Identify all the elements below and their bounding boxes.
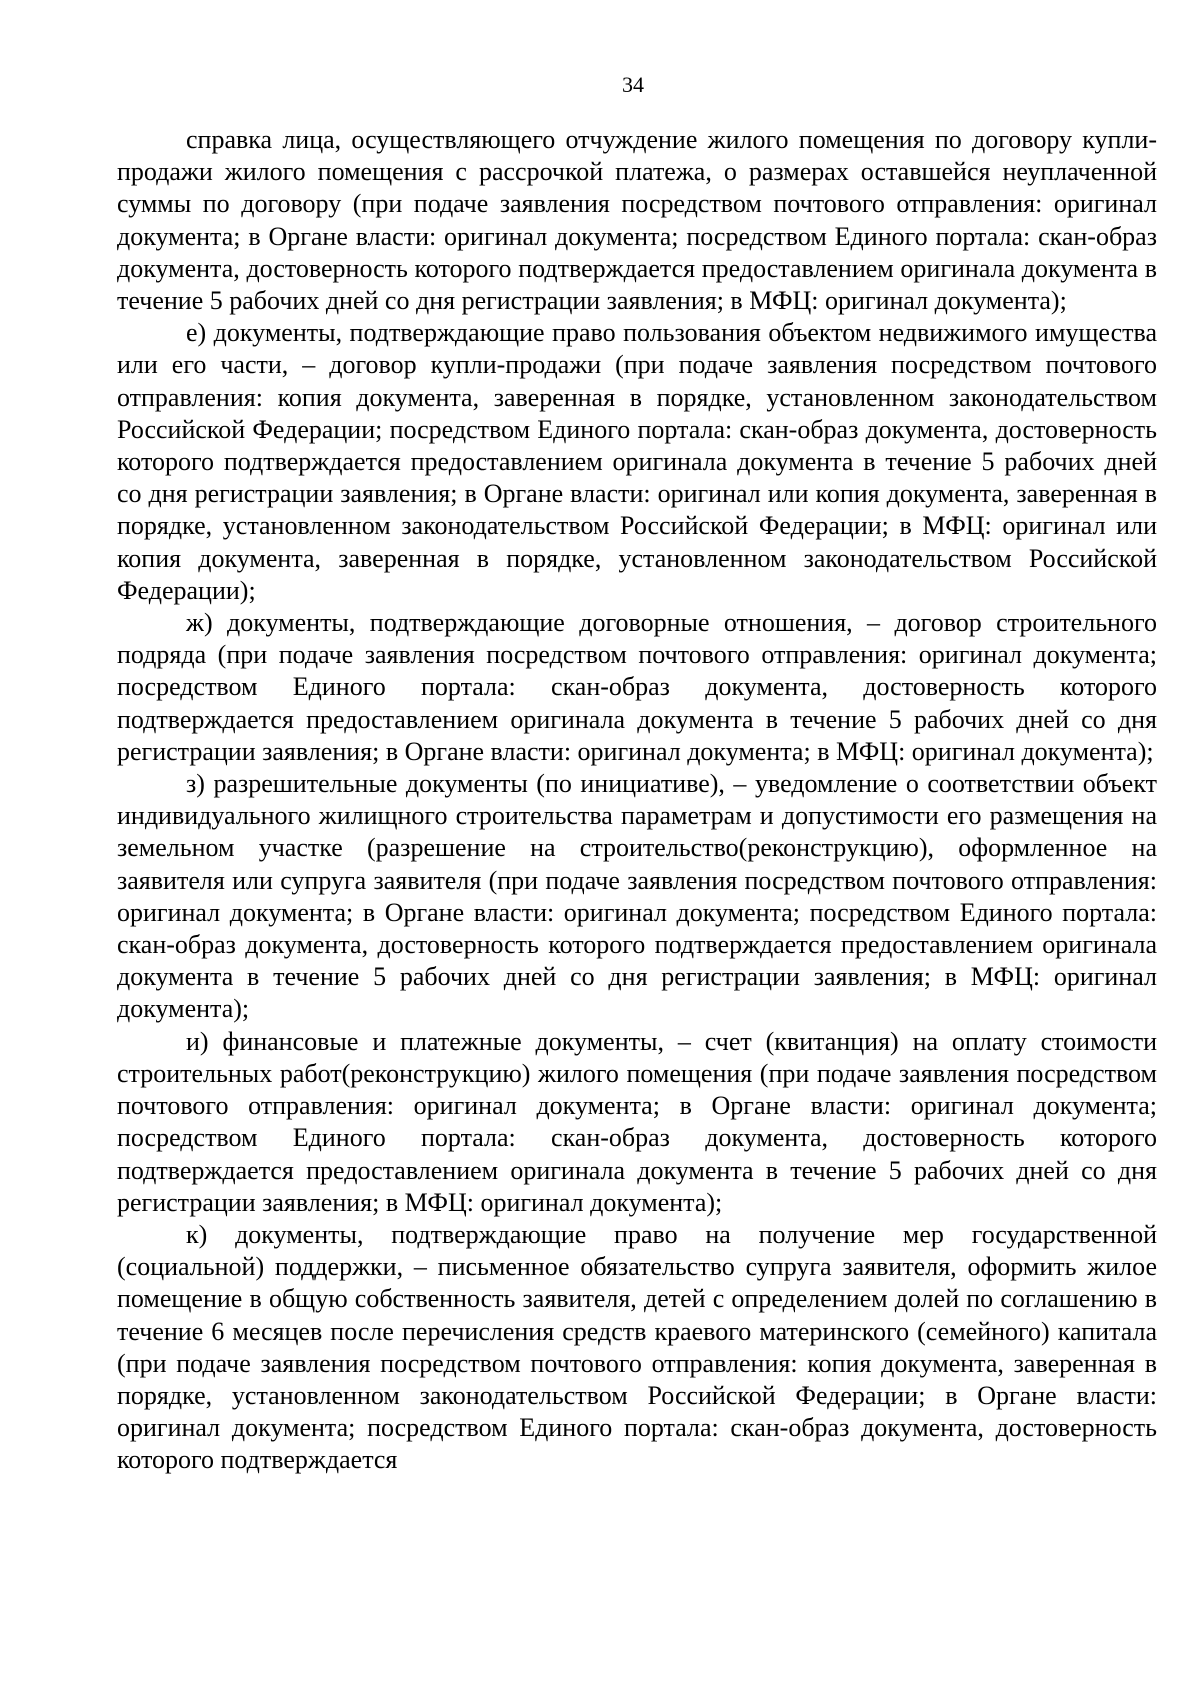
paragraph-z-permit-documents: з) разрешительные документы (по инициативе), – уведомление о соответствии объект индивидуального жилищного строительства параметрам и допустимости его размещения на земельном участке (разрешение на строительство(реконструкцию), оформленное на заявителя или супруга заявителя (при подаче заявления посредством почтового отправления: оригинал документа; в Органе власти: оригинал документа; посредством Единого портала: скан-образ документа, достоверность которого подтверждается предоставлением оригинала документа в течение 5 рабочих дней со дня регистрации заявления; в МФЦ: оригинал документа); — [117, 769, 1157, 1024]
paragraph-e-property-use-documents: е) документы, подтверждающие право пользования объектом недвижимого имущества или его части, – договор купли-продажи (при подаче заявления посредством почтового отправления: копия документа, заверенная в порядке, установленном законодательством Российской Федерации; посредством Единого портала: скан-образ документа, достоверность которого подтверждается предоставлением оригинала документа в течение 5 рабочих дней со дня регистрации заявления; в Органе власти: оригинал или копия документа, заверенная в порядке, установленном законодательством Российской Федерации; в МФЦ: оригинал или копия документа, заверенная в порядке, установленном законодательством Российской Федерации); — [117, 318, 1157, 605]
page-number: 34 — [622, 72, 644, 97]
paragraph-certificate-unpaid-sum: справка лица, осуществляющего отчуждение жилого помещения по договору купли-продажи жилого помещения с рассрочкой платежа, о размерах оставшейся неуплаченной суммы по договору (при подаче заявления посредством почтового отправления: оригинал документа; в Органе власти: оригинал документа; посредством Единого портала: скан-образ документа, достоверность которого подтверждается предоставлением оригинала документа в течение 5 рабочих дней со дня регистрации заявления; в МФЦ: оригинал документа); — [117, 125, 1157, 316]
paragraph-zh-contract-documents: ж) документы, подтверждающие договорные отношения, – договор строительного подряда (при подаче заявления посредством почтового отправления: оригинал документа; посредством Единого портала: скан-образ документа, достоверность которого подтверждается предоставлением оригинала документа в течение 5 рабочих дней со дня регистрации заявления; в Органе власти: оригинал документа; в МФЦ: оригинал документа); — [117, 608, 1157, 766]
paragraph-k-state-support-documents: к) документы, подтверждающие право на получение мер государственной (социальной) поддержки, – письменное обязательство супруга заявителя, оформить жилое помещение в общую собственность заявителя, детей с определением долей по соглашению в течение 6 месяцев после перечисления средств краевого материнского (семейного) капитала (при подаче заявления посредством почтового отправления: копия документа, заверенная в порядке, установленном законодательством Российской Федерации; в Органе власти: оригинал документа; посредством Единого портала: скан-образ документа, достоверность которого подтверждается — [117, 1219, 1157, 1475]
paragraph-i-payment-documents: и) финансовые и платежные документы, – счет (квитанция) на оплату стоимости строительных работ(реконструкцию) жилого помещения (при подаче заявления посредством почтового отправления: оригинал документа; в Органе власти: оригинал документа; посредством Единого портала: скан-образ документа, достоверность которого подтверждается предоставлением оригинала документа в течение 5 рабочих дней со дня регистрации заявления; в МФЦ: оригинал документа); — [117, 1026, 1157, 1217]
document-body — [117, 124, 1157, 1477]
